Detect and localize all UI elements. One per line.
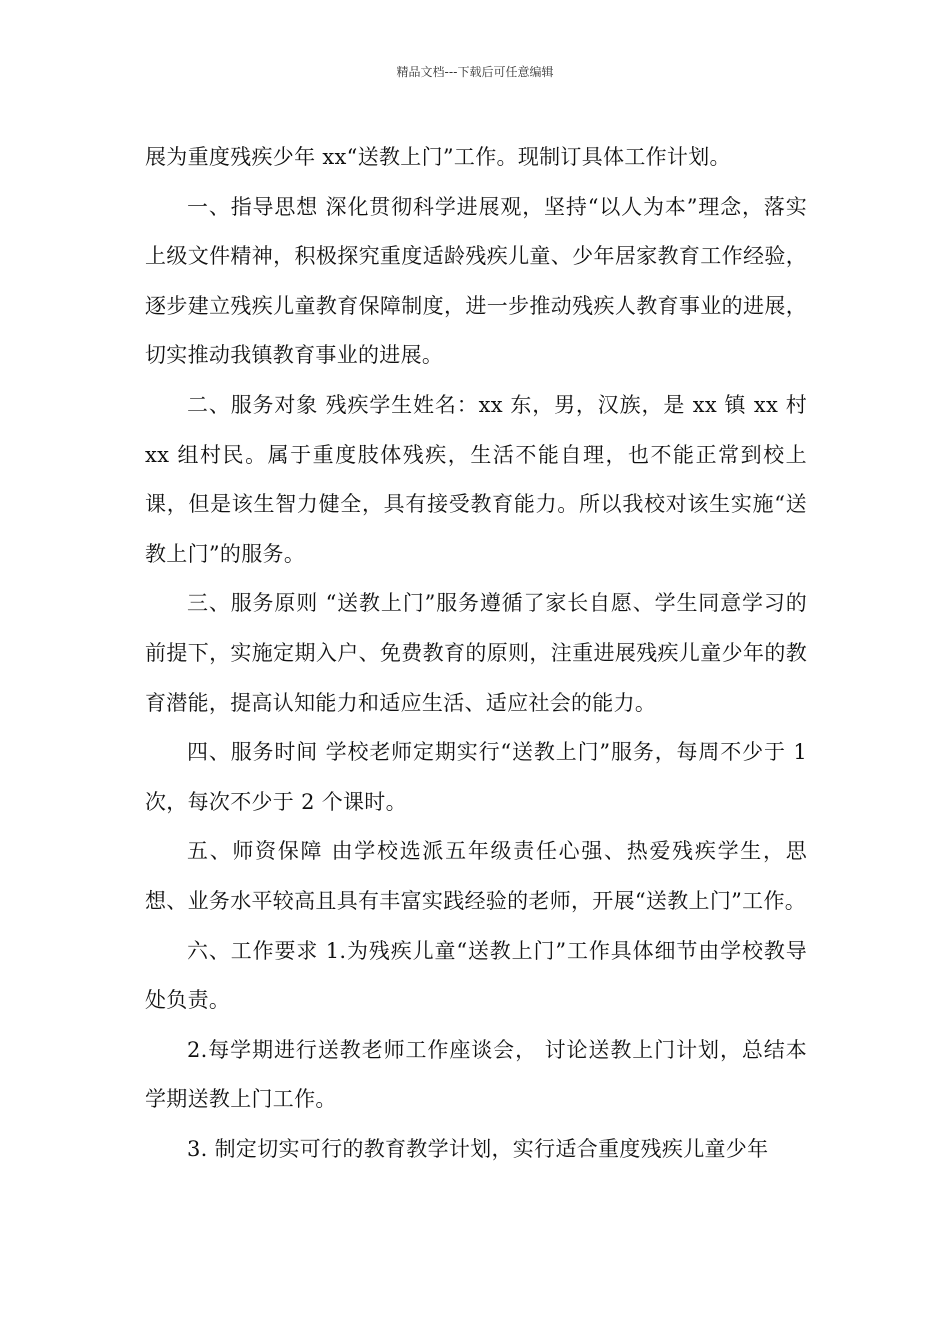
paragraph-service-target: 二、服务对象 残疾学生姓名：xx 东，男，汉族，是 xx 镇 xx 村 xx 组村民。属于重度肢体残疾，生活不能自理，也不能正常到校上课，但是该生智力健全，具有接受教育能力。所以我校对该生实施“送教上门”的服务。 xyxy=(145,392,807,566)
document-body xyxy=(145,133,807,1174)
paragraph-service-time: 四、服务时间 学校老师定期实行“送教上门”服务，每周不少于 1 次，每次不少于 2 个课时。 xyxy=(145,740,807,814)
page-header: 精品文档---下载后可任意编辑 xyxy=(396,65,554,79)
paragraph-requirement-2: 2.每学期进行送教老师工作座谈会， 讨论送教上门计划，总结本学期送教上门工作。 xyxy=(145,1037,807,1112)
paragraph-continuation: 展为重度残疾少年 xx“送教上门”工作。现制订具体工作计划。 xyxy=(145,145,731,169)
paragraph-work-requirements: 六、工作要求 1.为残疾儿童“送教上门”工作具体细节由学校教导处负责。 xyxy=(145,938,807,1013)
paragraph-requirement-3: 3. 制定切实可行的教育教学计划，实行适合重度残疾儿童少年 xyxy=(187,1136,769,1161)
paragraph-teacher-guarantee: 五、师资保障 由学校选派五年级责任心强、热爱残疾学生，思想、业务水平较高且具有丰富实践经验的老师，开展“送教上门”工作。 xyxy=(145,839,807,913)
paragraph-service-principle: 三、服务原则 “送教上门”服务遵循了家长自愿、学生同意学习的前提下，实施定期入户、免费教育的原则，注重进展残疾儿童少年的教育潜能，提高认知能力和适应生活、适应社会的能力。 xyxy=(145,591,807,715)
paragraph-guiding-ideology: 一、指导思想 深化贯彻科学进展观，坚持“以人为本”理念，落实上级文件精神，积极探究重度适龄残疾儿童、少年居家教育工作经验，逐步建立残疾儿童教育保障制度，进一步推动残疾人教育事业的进展，切实推动我镇教育事业的进展。 xyxy=(145,194,807,368)
